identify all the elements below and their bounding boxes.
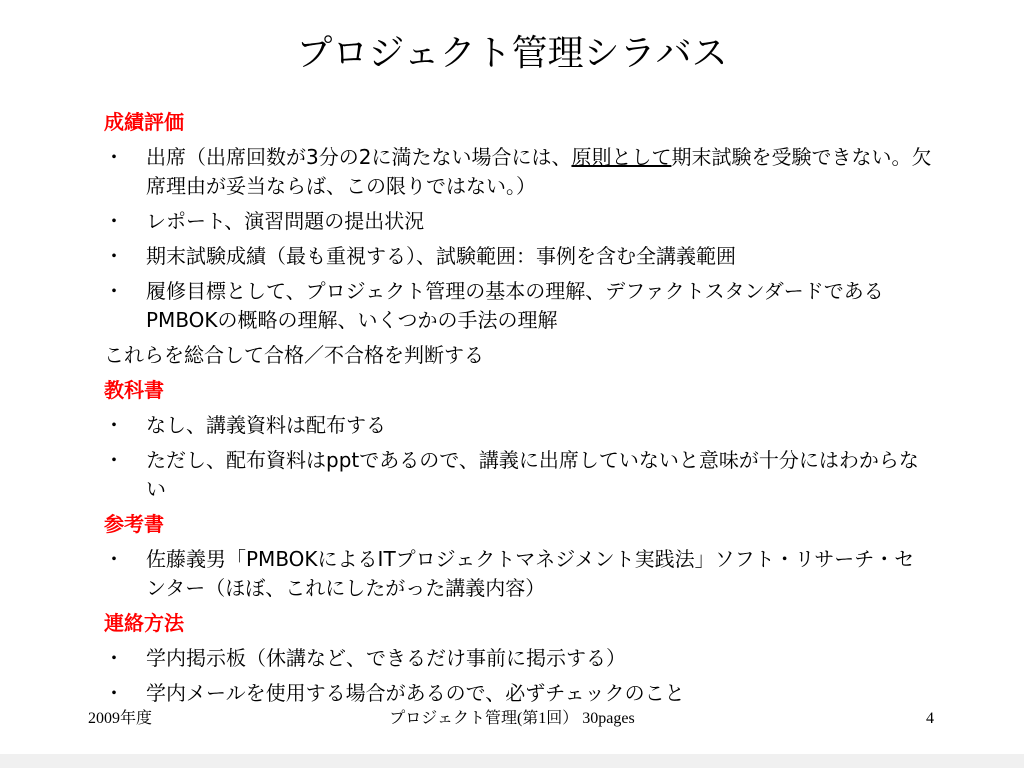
bullet-dot: ・ <box>104 209 124 233</box>
bullet-dot: ・ <box>104 646 124 670</box>
bullet-dot: ・ <box>104 244 124 268</box>
grading-item-exam: 期末試験成績（最も重視する）、試験範囲：事例を含む全講義範囲 <box>146 244 736 268</box>
footer-course-title: プロジェクト管理(第1回） 30pages <box>389 710 635 727</box>
grading-item-goal: 履修目標として、プロジェクト管理の基本の理解、デファクトスタンダードであるPMBOKの概略の理解、いくつかの手法の理解 <box>146 279 884 332</box>
bullet-item <box>104 644 934 673</box>
bullet-item <box>104 545 934 603</box>
bullet-item <box>104 207 934 236</box>
bullet-dot: ・ <box>104 145 124 169</box>
bullet-dot: ・ <box>104 448 124 472</box>
grading-summary: これらを総合して合格／不合格を判断する <box>104 343 484 367</box>
textbook-item-note: ただし、配布資料はpptであるので、講義に出席していないと意味が十分にはわからない <box>146 448 919 501</box>
contact-item-board: 学内掲示板（休講など、できるだけ事前に掲示する） <box>146 646 626 670</box>
bullet-dot: ・ <box>104 547 124 571</box>
contact-item-mail: 学内メールを使用する場合があるので、必ずチェックのこと <box>146 681 685 705</box>
bullet-dot: ・ <box>104 681 124 705</box>
grading-item-attendance <box>146 145 931 198</box>
bullet-dot: ・ <box>104 413 124 437</box>
bullet-item <box>104 446 934 504</box>
bullet-item <box>104 277 934 335</box>
bottom-band <box>0 754 1024 768</box>
bullet-item <box>104 411 934 440</box>
bullet-item <box>104 242 934 271</box>
section-heading-contact: 連絡方法 <box>104 611 184 635</box>
attendance-text-part2: 期末試験を受験できない。欠席理由が妥当ならば、この限りではない。） <box>146 145 932 198</box>
bullet-dot: ・ <box>104 279 124 303</box>
footer-year: 2009年度 <box>88 710 153 727</box>
attendance-underlined-text: 原則として <box>571 145 672 169</box>
slide-title: プロジェクト管理シラバス <box>296 33 728 74</box>
slide-content <box>104 108 934 714</box>
footer-page-number: 4 <box>926 710 934 727</box>
section-heading-textbook: 教科書 <box>104 378 164 402</box>
section-heading-grading: 成績評価 <box>104 110 184 134</box>
textbook-item-none: なし、講義資料は配布する <box>146 413 386 437</box>
references-item-book: 佐藤義男「PMBOKによるITプロジェクトマネジメント実践法」ソフト・リサーチ・センター（ほぼ、これにしたがった講義内容） <box>146 547 915 600</box>
attendance-text-part1: 出席（出席回数が3分の2に満たない場合には、 <box>146 145 572 169</box>
bullet-item <box>104 143 934 201</box>
grading-item-report: レポート、演習問題の提出状況 <box>146 209 425 233</box>
bullet-item <box>104 679 934 708</box>
section-heading-references: 参考書 <box>104 512 164 536</box>
